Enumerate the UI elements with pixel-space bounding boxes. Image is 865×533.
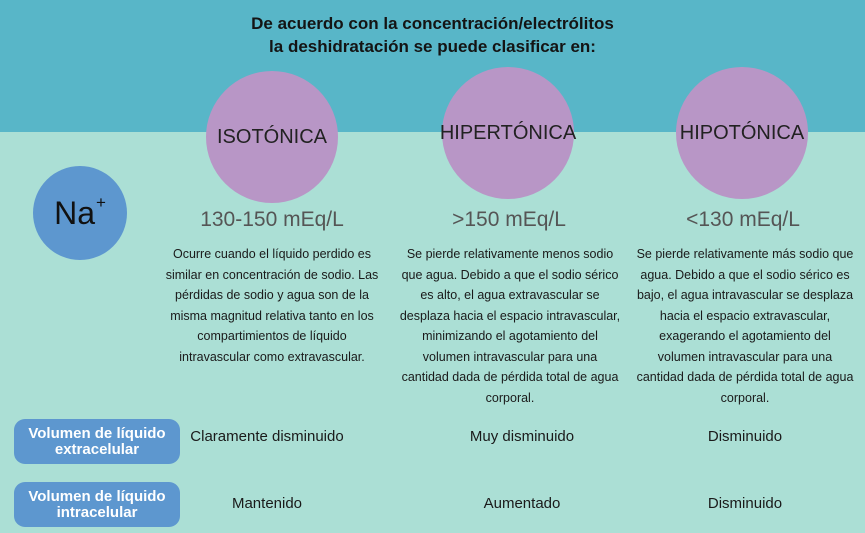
isotonic-label: ISOTÓNICA bbox=[216, 125, 327, 148]
hypotonic-label: HIPOTÓNICA bbox=[679, 121, 805, 144]
sodium-circle bbox=[33, 166, 127, 260]
isotonic-description: Ocurre cuando el líquido perdido es similar en concentración de sodio. Las pérdidas de sodio y agua son de la misma magnitud relativa tanto en los compartimientos de líquido intravascular como extravascular. bbox=[165, 247, 379, 364]
title-line-1: De acuerdo con la concentración/electrólitos bbox=[251, 14, 614, 33]
hypertonic-circle bbox=[439, 67, 577, 199]
hypertonic-label: HIPERTÓNICA bbox=[439, 121, 577, 144]
extracellular-hypotonic: Disminuido bbox=[707, 428, 783, 445]
sodium-charge: + bbox=[95, 193, 106, 212]
hypertonic-description: Se pierde relativamente menos sodio que agua. Debido a que el sodio sérico es alto, el agua extravascular se desplaza hacia el espacio intravascular, minimizando el agotamiento del volumen intravascular para una cantidad dada de pérdida total de agua corporal. bbox=[399, 247, 621, 405]
isotonic-circle bbox=[206, 71, 338, 203]
hypertonic-range: >150 mEq/L bbox=[452, 208, 566, 231]
intracellular-isotonic: Mantenido bbox=[231, 495, 303, 512]
extracellular-isotonic: Claramente disminuido bbox=[190, 428, 344, 445]
isotonic-range: 130-150 mEq/L bbox=[200, 208, 344, 231]
row-label-line-1: Volumen de líquido bbox=[28, 424, 166, 442]
page-title bbox=[0, 12, 865, 58]
row-label-line-2: intracelular bbox=[56, 503, 138, 521]
row-label-line-1: Volumen de líquido bbox=[28, 487, 166, 505]
hypotonic-circle bbox=[676, 67, 808, 199]
extracellular-hypertonic: Muy disminuido bbox=[469, 428, 575, 445]
sodium-symbol: Na bbox=[54, 194, 95, 231]
hypotonic-range: <130 mEq/L bbox=[686, 208, 800, 231]
hypotonic-description: Se pierde relativamente más sodio que agua. Debido a que el sodio sérico es bajo, el agua intravascular se desplaza hacia el espacio extravascular, exagerando el agotamiento del volumen intravascular para una cantidad dada de pérdida total de agua corporal. bbox=[636, 247, 854, 405]
intracellular-hypertonic: Aumentado bbox=[483, 495, 561, 512]
row-label-line-2: extracelular bbox=[54, 440, 140, 458]
intracellular-hypotonic: Disminuido bbox=[707, 495, 783, 512]
title-line-2: la deshidratación se puede clasificar en: bbox=[269, 37, 596, 56]
